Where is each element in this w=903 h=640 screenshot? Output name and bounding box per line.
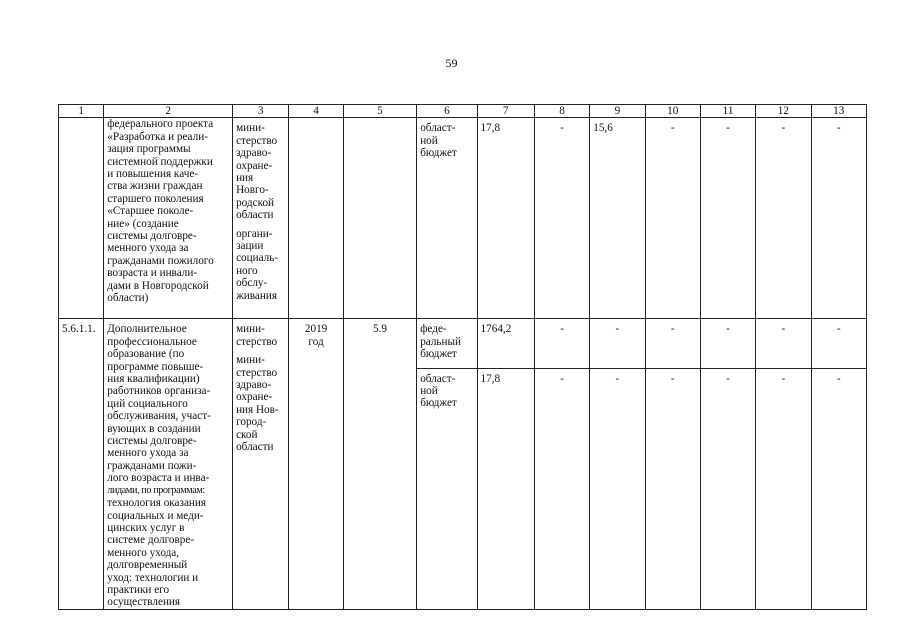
text-line: системы долговре-	[107, 230, 197, 243]
text-line: ства жизни граждан	[107, 180, 203, 193]
value-cell: 1764,2	[477, 319, 534, 368]
header-cell: 8	[534, 105, 589, 118]
text-line: бюджет	[420, 348, 457, 361]
text-line: долговременный	[107, 559, 188, 572]
text-line: област-	[420, 122, 456, 135]
text-line: области	[236, 441, 274, 454]
header-cell: 5	[343, 105, 416, 118]
value-cell: 17,8	[477, 118, 534, 319]
executor-text	[236, 228, 285, 302]
executor-text	[236, 118, 285, 221]
text-line: област-	[420, 372, 456, 385]
text-line: области	[236, 209, 274, 222]
text-line: системы долговре-	[107, 435, 197, 448]
header-cell: 3	[233, 105, 289, 118]
description-text	[107, 118, 229, 304]
value-cell: -	[811, 368, 866, 609]
funding-source-cell	[417, 368, 477, 609]
text-line: старшего поколения	[107, 192, 204, 205]
table-row	[59, 118, 867, 319]
text-line: «Разработка и реали-	[107, 130, 208, 143]
description-cell	[104, 118, 233, 319]
value-cell: 17,8	[477, 368, 534, 609]
text-line: ской	[236, 428, 258, 441]
text-line: стерство	[236, 335, 278, 348]
text-line: здраво-	[236, 147, 272, 160]
text-line: социальных и меди-	[107, 509, 204, 522]
value-cell: -	[700, 368, 755, 609]
header-cell: 10	[645, 105, 700, 118]
year-text	[292, 323, 339, 348]
text-line: бюджет	[420, 147, 457, 160]
funding-source-text	[420, 373, 473, 410]
text-line: обслуживания, участ-	[107, 410, 211, 423]
value-cell: -	[534, 368, 589, 609]
text-line: социаль-	[236, 252, 279, 265]
year-cell	[289, 319, 343, 609]
text-line: зации	[236, 240, 264, 253]
text-line: охране-	[236, 391, 273, 404]
text-line: и повышения каче-	[107, 168, 199, 181]
text-line: ной	[420, 134, 438, 147]
description-text	[107, 497, 229, 609]
text-line: гражданами пожилого	[107, 254, 214, 267]
header-cell: 7	[477, 105, 534, 118]
text-line: органи-	[236, 227, 273, 240]
table-row	[59, 319, 867, 368]
header-cell: 11	[700, 105, 755, 118]
value-cell: -	[756, 118, 811, 319]
value-cell: -	[645, 368, 700, 609]
indicator-cell	[343, 118, 416, 319]
text-line: охране-	[236, 159, 273, 172]
text-line: здраво-	[236, 379, 272, 392]
description-text: лидами, по программам:	[107, 484, 205, 496]
text-line: дами в Новгородской	[107, 279, 209, 292]
text-line: ния	[236, 172, 254, 185]
executor-cell	[233, 319, 289, 609]
text-line: образование (по	[107, 348, 185, 361]
text-line: город-	[236, 416, 267, 429]
value-cell: -	[590, 368, 645, 609]
text-line: системе долговре-	[107, 534, 195, 547]
code-cell: 5.6.1.1.	[59, 319, 104, 609]
text-line: «Старшее поколе-	[107, 205, 194, 218]
text-line: мини-	[236, 323, 265, 336]
year-cell	[289, 118, 343, 319]
text-line: лого возраста и инва-	[107, 472, 210, 485]
description-cell	[104, 319, 233, 609]
value-cell: -	[756, 368, 811, 609]
value-cell: -	[534, 118, 589, 319]
text-line: осуществления	[107, 596, 181, 609]
text-line: менного ухода,	[107, 546, 180, 559]
text-line: мини-	[236, 122, 265, 135]
value-cell: -	[700, 319, 755, 368]
text-line: мини-	[236, 354, 265, 367]
value-cell: -	[645, 319, 700, 368]
value-cell: 15,6	[590, 118, 645, 319]
text-line: живания	[236, 289, 277, 302]
text-line: ного	[236, 264, 258, 277]
value-cell: -	[700, 118, 755, 319]
header-cell: 13	[811, 105, 866, 118]
header-cell: 1	[59, 105, 104, 118]
text-line: ральный	[420, 335, 462, 348]
executor-text	[236, 354, 285, 453]
text-line: стерство	[236, 366, 278, 379]
description-text	[107, 323, 229, 484]
header-cell: 4	[289, 105, 343, 118]
indicator-cell: 5.9	[343, 319, 416, 609]
header-row	[59, 105, 867, 118]
page-number: 59	[445, 56, 458, 70]
text-line: работников организа-	[107, 385, 211, 398]
funding-source-cell	[417, 118, 477, 319]
text-line: федерального проекта	[107, 118, 214, 131]
funding-source-cell	[417, 319, 477, 368]
text-line: уход: технологии и	[107, 571, 199, 584]
header-cell: 12	[756, 105, 811, 118]
text-line: системной поддержки	[107, 155, 213, 168]
text-line: 2019	[304, 323, 328, 336]
text-line: менного ухода за	[107, 447, 189, 460]
text-line: ние» (создание	[107, 217, 179, 230]
value-cell: -	[645, 118, 700, 319]
text-line: возраста и инвали-	[107, 267, 198, 280]
text-line: год	[308, 335, 324, 348]
value-cell: -	[534, 319, 589, 368]
funding-source-text	[420, 118, 473, 159]
text-line: зация программы	[107, 143, 191, 156]
text-line: цинских услуг в	[107, 521, 185, 534]
value-cell: -	[811, 118, 866, 319]
text-line: гражданами пожи-	[107, 459, 197, 472]
text-line: области)	[107, 292, 149, 305]
program-table	[58, 104, 867, 610]
text-line: практики его	[107, 583, 170, 596]
value-cell: -	[756, 319, 811, 368]
text-line: ций социального	[107, 397, 188, 410]
text-line: стерство	[236, 134, 278, 147]
value-cell: -	[811, 319, 866, 368]
text-line: феде-	[420, 323, 447, 336]
executor-text	[236, 323, 285, 348]
header-cell: 6	[417, 105, 477, 118]
text-line: ной	[420, 384, 438, 397]
funding-source-text	[420, 323, 473, 360]
text-line: ния квалификации)	[107, 373, 200, 386]
text-line: профессиональное	[107, 335, 197, 348]
text-line: Новго-	[236, 184, 269, 197]
value-cell: -	[590, 319, 645, 368]
code-cell	[59, 118, 104, 319]
text-line: ния Нов-	[236, 403, 279, 416]
header-cell: 2	[104, 105, 233, 118]
text-line: родской	[236, 196, 275, 209]
text-line: технология оказания	[107, 497, 207, 510]
text-line: бюджет	[420, 397, 457, 410]
text-line: программе повыше-	[107, 360, 204, 373]
executor-cell	[233, 118, 289, 319]
header-cell: 9	[590, 105, 645, 118]
text-line: Дополнительное	[107, 323, 187, 336]
text-line: обслу-	[236, 277, 268, 290]
text-line: вующих в создании	[107, 422, 201, 435]
text-line: менного ухода за	[107, 242, 189, 255]
